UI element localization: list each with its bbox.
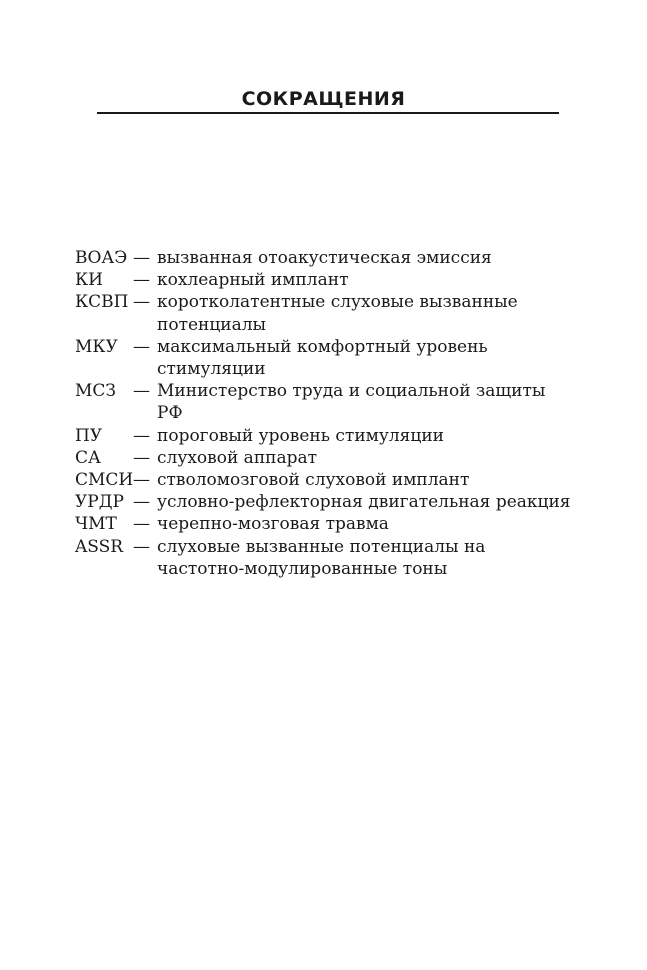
- list-item: [75, 247, 575, 269]
- abbreviation-definition: вызванная отоакустическая эмиссия: [157, 248, 492, 268]
- abbreviation-definition: черепно-мозговая травма: [157, 514, 389, 535]
- list-item: [75, 447, 575, 469]
- abbreviation-code: ASSR: [75, 536, 124, 557]
- abbreviation-code: СМСИ: [75, 470, 134, 491]
- abbreviation-definition: кохлеарный имплант: [157, 270, 349, 291]
- page-title: СОКРАЩЕНИЯ: [241, 87, 406, 110]
- abbreviation-dash: —: [133, 381, 150, 402]
- abbreviation-dash: —: [133, 447, 150, 468]
- abbreviation-dash: —: [133, 270, 150, 291]
- list-item: [75, 425, 575, 447]
- abbreviation-definition: Министерство труда и социальной защиты РФ: [157, 381, 546, 424]
- abbreviation-definition: максимальный комфортный уровень стимуляции: [157, 336, 488, 380]
- abbreviation-dash: —: [133, 292, 150, 313]
- abbreviation-dash: —: [133, 336, 150, 357]
- abbreviation-code: СА: [75, 447, 101, 468]
- title-divider: [97, 112, 559, 114]
- list-item: [75, 536, 575, 580]
- abbreviation-dash: —: [133, 536, 150, 557]
- list-item: [75, 269, 575, 291]
- abbreviation-code: МКУ: [75, 336, 118, 357]
- list-item: [75, 291, 575, 335]
- list-item: [75, 336, 575, 380]
- abbreviation-dash: —: [133, 425, 150, 446]
- list-item: [75, 513, 575, 535]
- abbreviation-code: КИ: [75, 270, 103, 291]
- abbreviation-definition: стволомозговой слуховой имплант: [157, 470, 470, 491]
- abbreviation-dash: —: [133, 492, 150, 513]
- abbreviation-definition: условно-рефлекторная двигательная реакция: [157, 492, 571, 513]
- abbreviation-code: ЧМТ: [75, 514, 117, 535]
- abbreviation-code: УРДР: [75, 492, 124, 513]
- abbreviation-code: МСЗ: [75, 381, 117, 402]
- list-item: [75, 469, 575, 491]
- abbreviation-code: КСВП: [75, 292, 129, 313]
- abbreviation-definition: коротколатентные слуховые вызванные потенциалы: [157, 292, 518, 335]
- abbreviation-code: ПУ: [75, 425, 103, 446]
- abbreviation-dash: —: [133, 514, 150, 535]
- abbreviation-list: [75, 247, 575, 580]
- list-item: [75, 380, 575, 424]
- abbreviation-definition: пороговый уровень стимуляции: [157, 425, 444, 446]
- abbreviation-definition: слуховые вызванные потенциалы на частотно-модулированные тоны: [157, 536, 486, 579]
- list-item: [75, 491, 575, 513]
- abbreviation-code: ВОАЭ: [75, 248, 128, 268]
- abbreviation-dash: —: [133, 470, 150, 491]
- abbreviation-dash: —: [133, 248, 150, 268]
- abbreviation-definition: слуховой аппарат: [157, 447, 318, 468]
